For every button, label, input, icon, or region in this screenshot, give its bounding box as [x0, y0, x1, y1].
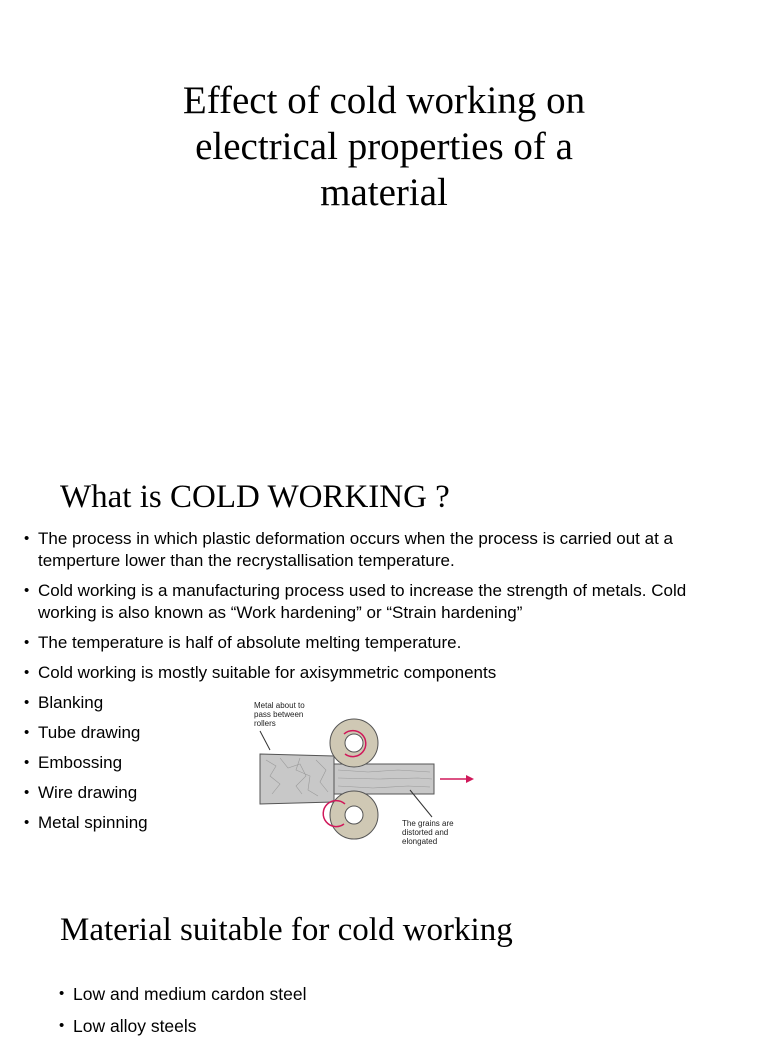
metal-workpiece-icon	[260, 754, 334, 804]
list-item: • Embossing	[24, 752, 744, 774]
list-item: • Tube drawing	[24, 722, 744, 744]
list-item: • Wire drawing	[24, 782, 744, 804]
label-bottom-2: distorted and	[402, 828, 449, 837]
bottom-roller-hub	[345, 806, 363, 824]
arrow-head-icon	[466, 775, 474, 783]
label-top-2: pass between	[254, 710, 304, 719]
label-bottom-1: The grains are	[402, 819, 454, 828]
label-top-3: rollers	[254, 719, 276, 728]
slide-heading: Material suitable for cold working	[60, 912, 513, 948]
slide-heading: What is COLD WORKING ?	[60, 479, 450, 515]
title-line-1: Effect of cold working on	[182, 79, 586, 122]
leader-line-top	[260, 731, 270, 750]
label-bottom-3: elongated	[402, 837, 438, 846]
title-line-3: material	[320, 171, 448, 214]
slide-title	[0, 78, 768, 216]
materials-slide	[0, 870, 768, 1036]
list-item: • Blanking	[24, 692, 744, 714]
title-slide	[0, 0, 768, 450]
list-item: • Metal spinning	[24, 812, 744, 834]
label-top-1: Metal about to	[254, 701, 305, 710]
list-item: • Low alloy steels	[59, 1015, 759, 1037]
list-item: • Cold working is mostly suitable for axisymmetric components	[24, 662, 744, 684]
list-item: • The process in which plastic deformation occurs when the process is carried out at a temperture lower than the recrystallisation temperature.	[24, 528, 744, 572]
list-item: • The temperature is half of absolute melting temperature.	[24, 632, 744, 654]
list-item: • Cold working is a manufacturing process used to increase the strength of metals. Cold working is also known as “Work hardening” or “Strain hardening”	[24, 580, 744, 624]
cold-working-slide	[0, 450, 768, 870]
title-line-2: electrical properties of a	[195, 125, 573, 168]
top-roller-hub	[345, 734, 363, 752]
rolling-diagram	[248, 698, 488, 858]
bullet-list	[59, 983, 759, 1047]
list-item: • Low and medium cardon steel	[59, 983, 759, 1005]
